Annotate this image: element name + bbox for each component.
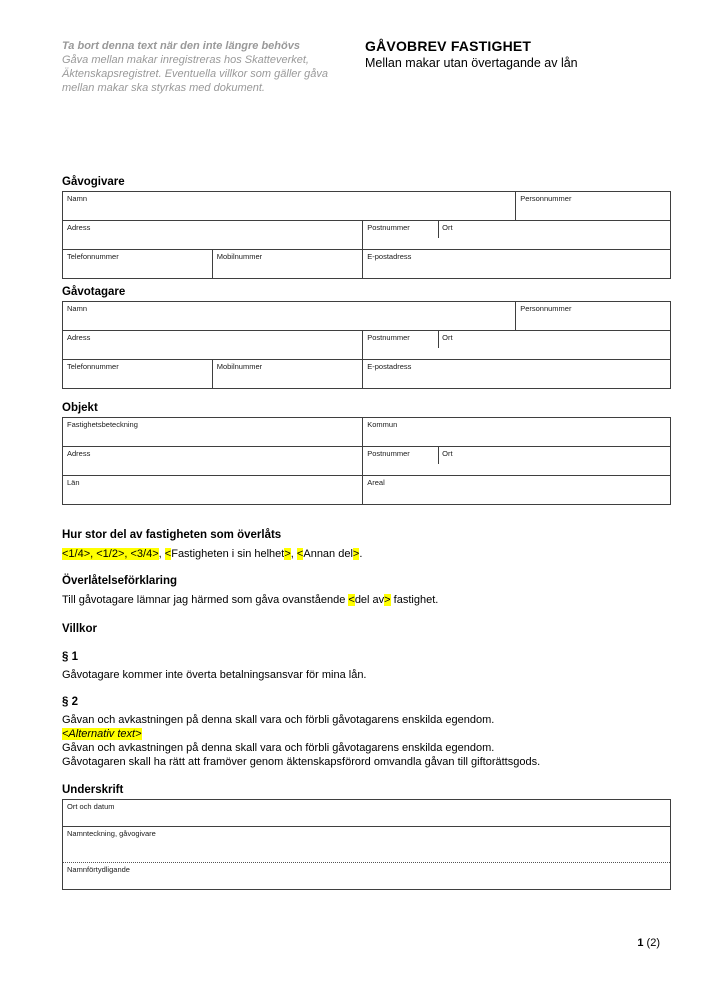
body-text: Till gåvotagare lämnar jag härmed som gåva ovanstående	[62, 594, 349, 606]
property-designation-field[interactable]	[63, 418, 362, 446]
placeholder-bracket: >	[384, 594, 391, 606]
section2-block	[62, 713, 671, 769]
field-label: E-postadress	[367, 362, 412, 371]
title-block	[365, 37, 665, 71]
page-number-current: 1	[637, 937, 644, 949]
section2-line: Gåvan och avkastningen på denna skall vara och förbli gåvotagarens enskilda egendom.	[62, 714, 495, 726]
field-label: Fastighetsbeteckning	[67, 420, 138, 429]
signature-table	[62, 799, 671, 890]
share-heading: Hur stor del av fastigheten som överlåts	[62, 529, 282, 541]
field-label: Ort och datum	[67, 802, 115, 811]
separator-text: ,	[158, 548, 165, 560]
body-text: fastighet.	[390, 594, 439, 606]
postal-code-field[interactable]	[362, 221, 438, 249]
county-field[interactable]	[63, 476, 362, 504]
city-field[interactable]	[438, 331, 670, 359]
place-date-field[interactable]	[63, 800, 670, 826]
removal-notice-line: Gåva mellan makar inregistreras hos Skatteverket,	[62, 54, 309, 66]
table-row	[63, 475, 670, 504]
address-field[interactable]	[63, 221, 362, 249]
placeholder-bracket: >	[284, 548, 291, 560]
field-label: Adress	[67, 333, 91, 342]
field-label: Namn	[67, 304, 88, 313]
field-label: Kommun	[367, 420, 398, 429]
placeholder-highlight: <1/4>, <1/2>, <3/4>	[62, 548, 159, 560]
section2-alt-line	[62, 727, 671, 741]
removal-notice-title: Ta bort denna text när den inte längre behövs	[62, 40, 300, 52]
field-label: Namn	[67, 194, 88, 203]
share-options-line	[62, 547, 671, 561]
section1-heading: § 1	[62, 651, 78, 663]
object-table	[62, 417, 671, 505]
area-field[interactable]	[362, 476, 670, 504]
postal-code-field[interactable]	[362, 331, 438, 359]
city-field[interactable]	[438, 447, 670, 475]
name-field[interactable]	[63, 302, 515, 330]
field-label: Postnummer	[367, 449, 410, 458]
field-label: Ort	[442, 449, 453, 458]
alternative-text-placeholder: <Alternativ text>	[62, 728, 142, 740]
field-label: Telefonnummer	[67, 252, 119, 261]
placeholder-bracket: <	[296, 548, 304, 560]
option-text: Fastigheten i sin helhet	[171, 548, 285, 560]
table-row	[63, 249, 670, 278]
signature-heading: Underskrift	[62, 784, 124, 796]
table-row	[63, 863, 670, 889]
transfer-line	[62, 593, 671, 607]
field-label: Personnummer	[520, 194, 572, 203]
table-row	[63, 446, 670, 475]
personal-number-field[interactable]	[515, 192, 670, 220]
field-label: Namnförtydligande	[67, 865, 130, 874]
address-field[interactable]	[63, 447, 362, 475]
name-clarification-field[interactable]	[63, 863, 670, 889]
address-field[interactable]	[63, 331, 362, 359]
table-row	[63, 800, 670, 826]
removal-notice	[62, 39, 362, 95]
recipient-heading: Gåvotagare	[62, 286, 126, 298]
email-field[interactable]	[362, 250, 670, 278]
document-title: GÅVOBREV FASTIGHET	[365, 38, 532, 54]
field-label: Telefonnummer	[67, 362, 119, 371]
section2-line: Gåvotagaren skall ha rätt att framöver genom äktenskapsförord omvandla gåvan till giftorättsgods.	[62, 756, 541, 768]
separator-text: ,	[290, 548, 297, 560]
placeholder-bracket: <	[348, 594, 355, 606]
mobile-field[interactable]	[212, 360, 363, 388]
field-label: E-postadress	[367, 252, 412, 261]
object-heading: Objekt	[62, 402, 98, 414]
field-label: Personnummer	[520, 304, 572, 313]
section2-heading: § 2	[62, 696, 78, 708]
table-row	[63, 359, 670, 388]
phone-field[interactable]	[63, 360, 212, 388]
removal-notice-line: mellan makar ska styrkas med dokument.	[62, 82, 265, 94]
placeholder-text: del av	[354, 594, 385, 606]
city-field[interactable]	[438, 221, 670, 249]
section2-line: Gåvan och avkastningen på denna skall vara och förbli gåvotagarens enskilda egendom.	[62, 742, 495, 754]
placeholder-bracket: <	[164, 548, 172, 560]
phone-field[interactable]	[63, 250, 212, 278]
name-field[interactable]	[63, 192, 515, 220]
field-label: Postnummer	[367, 223, 410, 232]
table-row	[63, 192, 670, 220]
field-label: Län	[67, 478, 80, 487]
transfer-heading: Överlåtelseförklaring	[62, 575, 178, 587]
option-text: Annan del	[303, 548, 353, 560]
email-field[interactable]	[362, 360, 670, 388]
page-number	[62, 937, 660, 949]
table-row	[63, 302, 670, 330]
placeholder-bracket: >	[352, 548, 360, 560]
field-label: Namnteckning, gåvogivare	[67, 829, 156, 838]
page-number-total: (2)	[643, 937, 660, 949]
recipient-table	[62, 301, 671, 389]
donor-signature-field[interactable]	[63, 827, 670, 862]
field-label: Adress	[67, 449, 91, 458]
field-label: Ort	[442, 223, 453, 232]
field-label: Mobilnummer	[216, 362, 263, 371]
document-subtitle: Mellan makar utan övertagande av lån	[365, 56, 578, 70]
donor-table	[62, 191, 671, 279]
removal-notice-line: Äktenskapsregistret. Eventuella villkor som gäller gåva	[62, 68, 328, 80]
period-text: .	[359, 548, 363, 560]
table-row	[63, 826, 670, 863]
table-row	[63, 220, 670, 249]
personal-number-field[interactable]	[515, 302, 670, 330]
section1-text: Gåvotagare kommer inte överta betalningsansvar för mina lån.	[62, 669, 367, 681]
field-label: Adress	[67, 223, 91, 232]
field-label: Postnummer	[367, 333, 410, 342]
mobile-field[interactable]	[212, 250, 363, 278]
terms-heading: Villkor	[62, 623, 97, 635]
table-row	[63, 418, 670, 446]
municipality-field[interactable]	[362, 418, 670, 446]
donor-heading: Gåvogivare	[62, 176, 125, 188]
field-label: Ort	[442, 333, 453, 342]
field-label: Areal	[367, 478, 385, 487]
field-label: Mobilnummer	[216, 252, 263, 261]
table-row	[63, 330, 670, 359]
postal-code-field[interactable]	[362, 447, 438, 475]
